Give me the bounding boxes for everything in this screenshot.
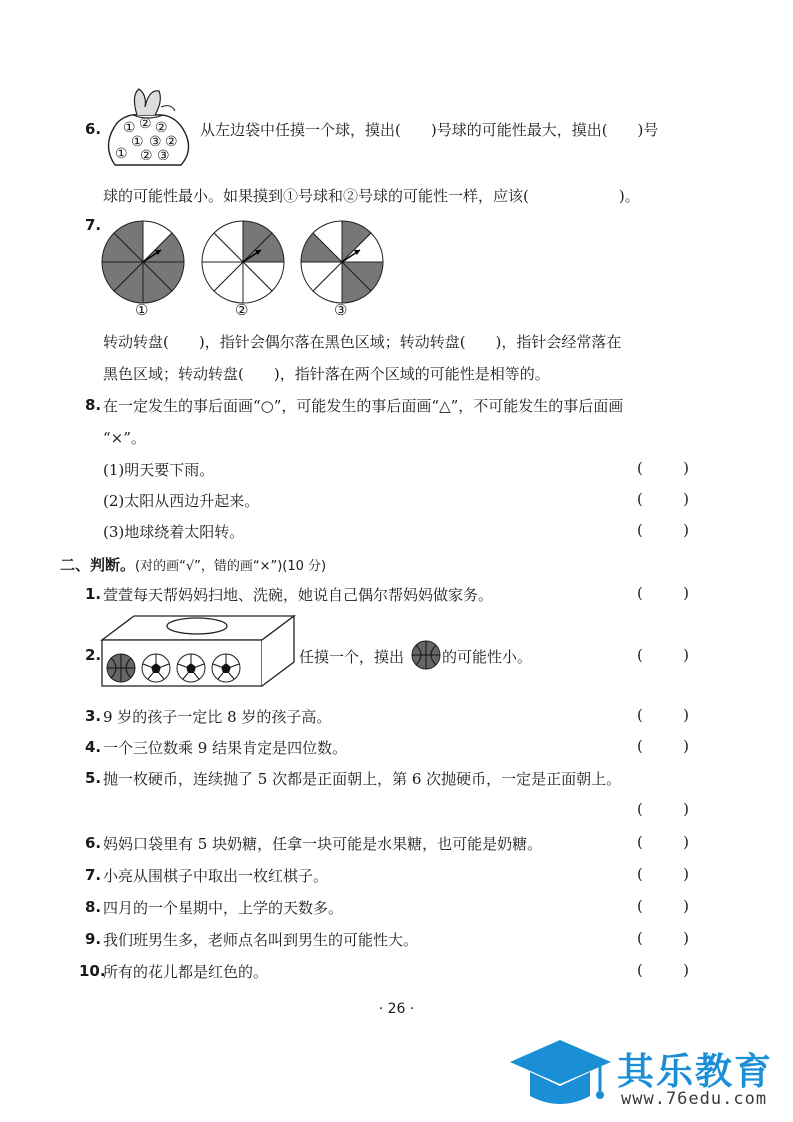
- item-text-b: 的可能性小。: [442, 648, 533, 666]
- item-text: 9 岁的孩子一定比 8 岁的孩子高。: [103, 708, 332, 726]
- q8-number: 8.: [85, 396, 102, 414]
- basketball-icon: [411, 640, 441, 670]
- q8-line1: 在一定发生的事后面画“○”，可能发生的事后面画“△”，不可能发生的事后面画: [103, 397, 624, 415]
- ball-label: ①: [131, 134, 144, 150]
- item-number: 10.: [79, 962, 106, 980]
- ball-label: ②: [140, 148, 153, 164]
- soccer-ball-icon: [176, 653, 206, 683]
- basketball-icon: [106, 653, 136, 683]
- wheel-label-1: ①: [135, 301, 149, 319]
- item-number: 8.: [85, 898, 102, 916]
- q8-line2: “×”。: [103, 429, 146, 447]
- graduation-cap-icon: [508, 1038, 613, 1113]
- item-number: 2.: [85, 646, 102, 664]
- q6-line1: 从左边袋中任摸一个球，摸出( )号球的可能性最大，摸出( )号: [200, 121, 659, 139]
- answer-paren[interactable]: ( ): [637, 737, 689, 755]
- answer-paren[interactable]: ( ): [637, 961, 689, 979]
- wheel-label-2: ②: [235, 301, 249, 319]
- item-number: 7.: [85, 866, 102, 884]
- ball-label: ③: [157, 148, 170, 164]
- q6-line2: 球的可能性最小。如果摸到①号球和②号球的可能性一样，应该( )。: [103, 187, 640, 205]
- answer-paren[interactable]: ( ): [637, 490, 689, 508]
- ball-label: ②: [155, 120, 168, 136]
- item-text: 抛一枚硬币，连续抛了 5 次都是正面朝上，第 6 次抛硬币，一定是正面朝上。: [103, 770, 622, 788]
- spinner-wheel-3: [299, 219, 385, 305]
- section2-heading: 二、判断。: [60, 556, 136, 574]
- q7-number: 7.: [85, 216, 102, 234]
- soccer-ball-icon: [141, 653, 171, 683]
- q6-number: 6.: [85, 120, 102, 138]
- answer-paren[interactable]: ( ): [637, 897, 689, 915]
- spinner-wheel-2: [200, 219, 286, 305]
- item-number: 4.: [85, 738, 102, 756]
- q8-item-1: (1)明天要下雨。: [103, 461, 215, 479]
- item-number: 6.: [85, 834, 102, 852]
- item-text: 我们班男生多，老师点名叫到男生的可能性大。: [103, 931, 419, 949]
- watermark-brand: 其乐教育: [617, 1050, 773, 1093]
- answer-paren[interactable]: ( ): [637, 800, 689, 818]
- item-text: 萱萱每天帮妈妈扫地、洗碗，她说自己偶尔帮妈妈做家务。: [103, 586, 494, 604]
- item-text: 小亮从围棋子中取出一枚红棋子。: [103, 867, 329, 885]
- ball-label: ①: [115, 146, 128, 162]
- item-number: 1.: [85, 585, 102, 603]
- answer-paren[interactable]: ( ): [637, 929, 689, 947]
- answer-paren[interactable]: ( ): [637, 584, 689, 602]
- q8-item-3: (3)地球绕着太阳转。: [103, 523, 245, 541]
- spinner-wheel-1: [100, 219, 186, 305]
- page-number: · 26 ·: [378, 1001, 415, 1017]
- item-number: 5.: [85, 769, 102, 787]
- ball-label: ②: [139, 116, 152, 132]
- answer-paren[interactable]: ( ): [637, 459, 689, 477]
- section2-note: (对的画“√”，错的画“×”)(10 分): [135, 559, 327, 574]
- answer-paren[interactable]: ( ): [637, 521, 689, 539]
- ball-label: ③: [149, 134, 162, 150]
- answer-paren[interactable]: ( ): [637, 706, 689, 724]
- q8-item-2: (2)太阳从西边升起来。: [103, 492, 260, 510]
- section2-title: [60, 554, 326, 575]
- item-text: 妈妈口袋里有 5 块奶糖，任拿一块可能是水果糖，也可能是奶糖。: [103, 835, 543, 853]
- q7-line2: 黑色区域；转动转盘( )，指针落在两个区域的可能性是相等的。: [103, 365, 550, 383]
- item-text-a: 任摸一个，摸出: [299, 648, 405, 666]
- item-number: 9.: [85, 930, 102, 948]
- item-text: 四月的一个星期中，上学的天数多。: [103, 899, 344, 917]
- wheel-label-3: ③: [334, 301, 348, 319]
- watermark-url[interactable]: www.76edu.com: [621, 1089, 768, 1109]
- item-text: 一个三位数乘 9 结果肯定是四位数。: [103, 739, 348, 757]
- answer-paren[interactable]: ( ): [637, 865, 689, 883]
- ball-label: ②: [165, 134, 178, 150]
- q7-line1: 转动转盘( )，指针会偶尔落在黑色区域；转动转盘( )，指针会经常落在: [103, 333, 622, 351]
- item-text: 所有的花儿都是红色的。: [103, 963, 269, 981]
- soccer-ball-icon: [211, 653, 241, 683]
- answer-paren[interactable]: ( ): [637, 646, 689, 664]
- item-number: 3.: [85, 707, 102, 725]
- ball-label: ①: [123, 120, 136, 136]
- answer-paren[interactable]: ( ): [637, 833, 689, 851]
